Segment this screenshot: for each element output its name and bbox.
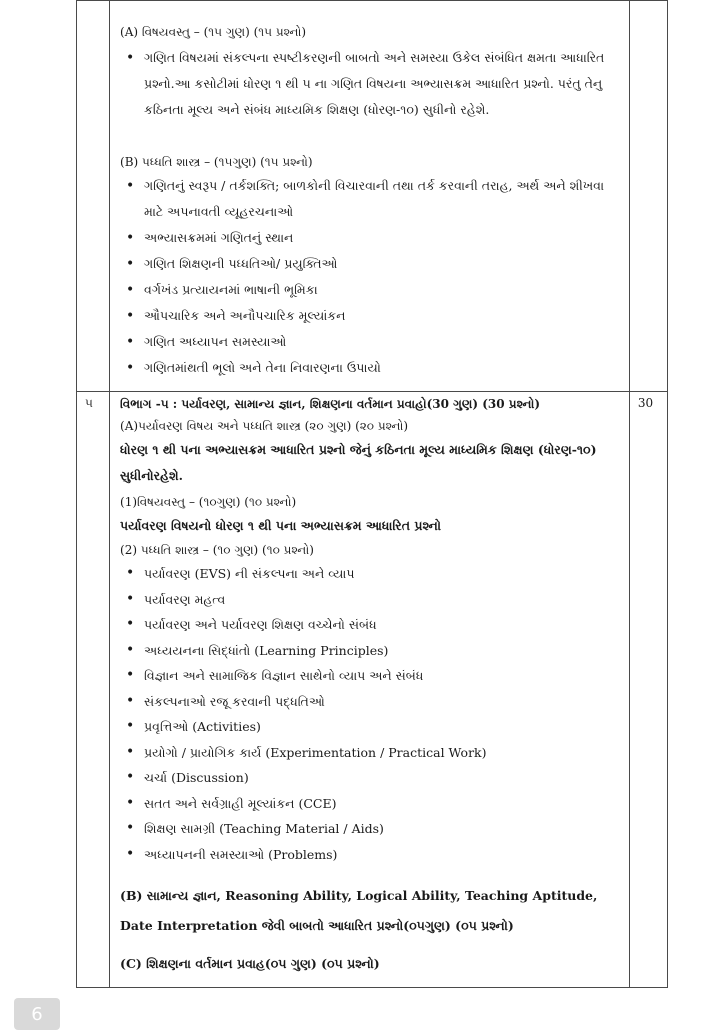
list-item: • શિક્ષણ સામગ્રી (Teaching Material / Aids)	[120, 816, 623, 842]
list-item: • ઔપચારિક અને અનૌપચારિક મૂલ્યાંકન	[120, 303, 623, 329]
list-item: • વિજ્ઞાન અને સામાજિક વિજ્ઞાન સાથેનો વ્યાપ અને સંબંધ	[120, 663, 623, 689]
list-item: • ગણિત શિક્ષણની પધ્ધતિઓ/ પ્રયુક્તિઓ	[120, 251, 623, 277]
env-content-heading: (1)વિષયવસ્તુ – (૧૦ગુણ) (૧૦ પ્રશ્નો)	[120, 495, 297, 509]
row-number-cell	[77, 392, 110, 988]
list-item: • ચર્ચા (Discussion)	[120, 765, 623, 791]
row-number-cell	[77, 1, 110, 392]
env-content-text: પર્યાવરણ વિષયનો ધોરણ ૧ થી પના અભ્યાસક્રમ આધારિત પ્રશ્નો	[120, 518, 441, 533]
env-a-text: ધોરણ ૧ થી પના અભ્યાસક્રમ આધારિત પ્રશ્નો જેનું કઠિનતા મૂલ્ય માધ્યમિક શિક્ષણ (ધોરણ-૧૦) સુધીનોરહેશે.	[120, 442, 597, 483]
list-item: • ગણિત વિષયમાં સંકલ્પના સ્પષ્ટીકરણની બાબતો અને સમસ્યા ઉકેલ સંબંધિત ક્ષમતા આધારિત પ્રશ્નો.આ કસોટીમાં ધોરણ ૧ થી ૫ ના ગણિત વિષયના અભ્યાસક્રમ આધારિત પ્રશ્નો. પરંતુ તેનુ કઠિનતા મૂલ્ય અને સંબંધ માધ્યમિક શિક્ષણ (ધોરણ-૧૦) સુધીનો રહેશે.	[120, 45, 623, 123]
env-a-heading: (A)પર્યાવરણ વિષય અને પધ્ધતિ શાસ્ત્ર (૨૦ ગુણ) (૨૦ પ્રશ્નો)	[120, 419, 409, 433]
marks-cell	[629, 392, 667, 988]
list-item: • ગણિતમાંથતી ભૂલો અને તેના નિવારણના ઉપાયો	[120, 355, 623, 381]
list-item: • અભ્યાસક્રમમાં ગણિતનું સ્થાન	[120, 225, 623, 251]
syllabus-table	[76, 0, 668, 988]
row-number: ૫	[85, 396, 93, 410]
list-item: • ગણિત અધ્યાપન સમસ્યાઓ	[120, 329, 623, 355]
math-content-heading: (A) વિષયવસ્તુ – (૧૫ ગુણ) (૧૫ પ્રશ્નો)	[120, 25, 307, 39]
list-item: • પર્યાવરણ મહત્વ	[120, 587, 623, 613]
list-item: • અધ્યાપનની સમસ્યાઓ (Problems)	[120, 842, 623, 868]
list-item: • પર્યાવરણ અને પર્યાવરણ શિક્ષણ વચ્ચેનો સંબંધ	[120, 612, 623, 638]
section-title: વિભાગ -૫ : પર્યાવરણ, સામાન્ય જ્ઞાન, શિક્ષણના વર્તમાન પ્રવાહો(30 ગુણ) (30 પ્રશ્નો)	[120, 397, 541, 411]
page-number-badge: 6	[14, 998, 60, 1030]
list-item: • પર્યાવરણ (EVS) ની સંકલ્પના અને વ્યાપ	[120, 561, 623, 587]
env-method-heading: (2) પધ્ધતિ શાસ્ત્ર – (૧૦ ગુણ) (૧૦ પ્રશ્નો)	[120, 543, 314, 557]
content-cell	[110, 1, 630, 392]
list-item: • ગણિતનું સ્વરૂપ / તર્કશક્તિ; બાળકોની વિચારવાની તથા તર્ક કરવાની તરાહ, અર્થ અને શીખવા માટે અપનાવતી વ્યૂહરચનાઓ	[120, 173, 623, 225]
general-knowledge-text: (B) સામાન્ય જ્ઞાન, Reasoning Ability, Logical Ability, Teaching Aptitude, Date Interpretation જેવી બાબતો આધારિત પ્રશ્નો(૦૫ગુણ) (૦૫ પ્રશ્નો)	[120, 888, 598, 933]
list-item: • વર્ગખંડ પ્રત્યાયનમાં ભાષાની ભૂમિકા	[120, 277, 623, 303]
list-item: • અધ્યયનના સિદ્ધાંતો (Learning Principles)	[120, 638, 623, 664]
marks-cell	[629, 1, 667, 392]
list-item: • સતત અને સર્વગ્રાહી મૂલ્યાંકન (CCE)	[120, 791, 623, 817]
list-item: • સંકલ્પનાઓ રજૂ કરવાની પદ્ધતિઓ	[120, 689, 623, 715]
list-item: • પ્રયોગો / પ્રાયોગિક કાર્ય (Experimentation / Practical Work)	[120, 740, 623, 766]
math-method-heading: (B) પધ્ધતિ શાસ્ત્ર – (૧૫ગુણ) (૧૫ પ્રશ્નો)	[120, 155, 313, 169]
list-item: • પ્રવૃત્તિઓ (Activities)	[120, 714, 623, 740]
table-row-environment	[77, 392, 668, 988]
current-trends-text: (C) શિક્ષણના વર્તમાન પ્રવાહ(૦૫ ગુણ) (૦૫ પ્રશ્નો)	[120, 956, 380, 971]
table-row-math	[77, 1, 668, 392]
content-cell	[110, 392, 630, 988]
marks-value: 30	[637, 396, 654, 410]
